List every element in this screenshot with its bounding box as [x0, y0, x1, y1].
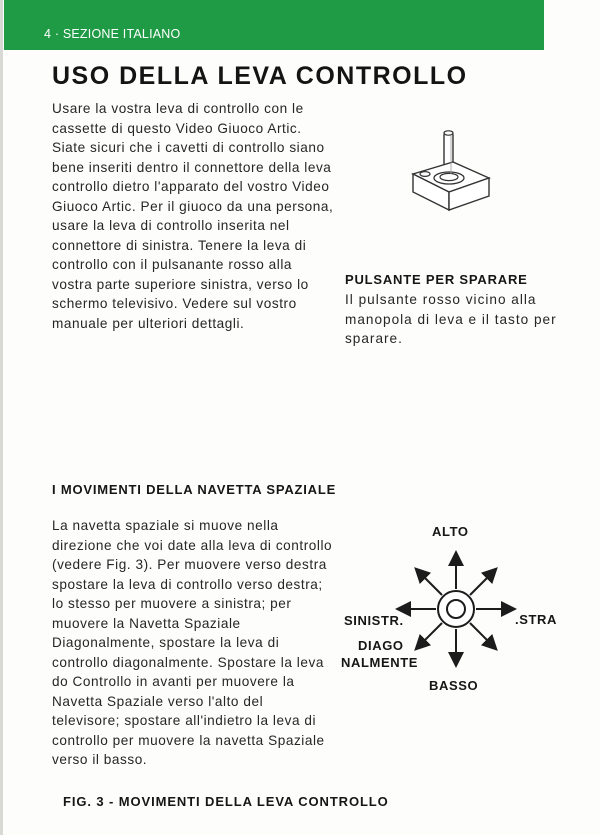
direction-label-down: BASSO: [429, 678, 479, 693]
movements-paragraph: La navetta spaziale si muove nella direzione che voi date alla leva di controllo (vedere Fig. 3). Per muovere verso destra spostare la leva di controllo verso destra; lo stesso per muovere a sinistra; per muovere la Navetta Spaziale Diagonalmente, spostare la leva di controllo diagonalmente. Spostare la leva do Controllo in avanti per muovere la Navetta Spaziale verso l'alto del televisore; spostare all'indietro la leva di controllo per muovere la navetta Spaziale verso il basso.: [52, 518, 333, 767]
page-edge: [0, 0, 3, 835]
section-header-band: [4, 0, 544, 50]
joystick-icon: [405, 128, 495, 220]
direction-compass-icon: [395, 548, 517, 670]
section-label: 4 · SEZIONE ITALIANO: [44, 27, 181, 41]
fire-button-text: Il pulsante rosso vicino alla manopola di leva e il tasto per sparare.: [345, 292, 557, 346]
direction-label-up: ALTO: [432, 524, 469, 539]
fire-button-heading: PULSANTE PER SPARARE: [345, 272, 528, 287]
page-title: USO DELLA LEVA CONTROLLO: [52, 62, 468, 90]
figure-caption: FIG. 3 - MOVIMENTI DELLA LEVA CONTROLLO: [63, 794, 389, 809]
intro-paragraph: Usare la vostra leva di controllo con le cassette di questo Video Giuoco Artic. Siate sicuri che i cavetti di controllo siano bene inseriti dentro il connettore della leva controllo dietro l'apparato del vostro Video Giuoco Artic. Per il giuoco da una persona, usare la leva di controllo inserita nel connettore di sinistra. Tenere la leva di controllo con il pulsanante rosso alla vostra parte superiore sinistra, verso lo schermo televisivo. Vedere sul vostro manuale per ulteriori dettagli.: [52, 101, 334, 331]
direction-label-diagonal-line2: NALMENTE: [341, 655, 419, 670]
direction-label-left: SINISTR.: [344, 613, 404, 628]
direction-label-diagonal-line1: DIAGO: [358, 638, 404, 653]
movements-heading: I MOVIMENTI DELLA NAVETTA SPAZIALE: [52, 482, 337, 497]
direction-label-right: .STRA: [515, 612, 557, 627]
